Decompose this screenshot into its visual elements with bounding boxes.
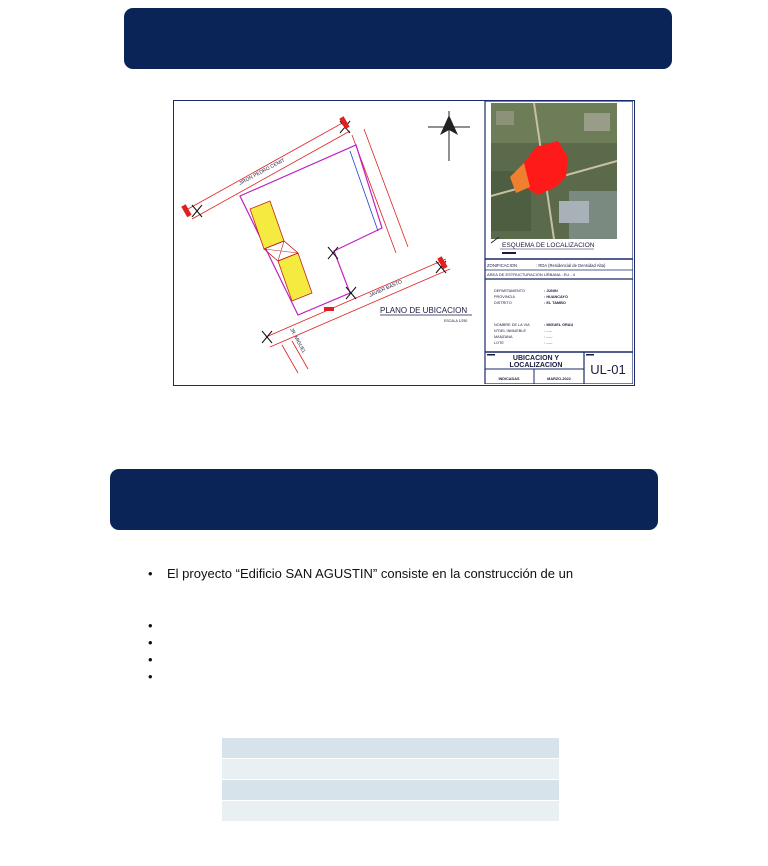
table-row bbox=[222, 738, 559, 759]
street-label-left: JR. MIGUEL bbox=[288, 327, 307, 355]
bullet-text: El proyecto “Edificio SAN AGUSTIN” consiste en la construcción de un bbox=[167, 566, 574, 581]
table-cell bbox=[391, 738, 560, 759]
table-cell bbox=[222, 801, 391, 822]
table-row bbox=[222, 759, 559, 780]
plan-svg bbox=[174, 101, 633, 384]
north-arrow-icon bbox=[428, 111, 470, 161]
street-label-top: JIRON PEDRO CEMIT bbox=[238, 157, 287, 187]
table-cell bbox=[391, 780, 560, 801]
zonificacion-label: ZONIFICACION bbox=[487, 263, 518, 268]
field-label: PROVINCIA bbox=[494, 295, 515, 299]
building-blocks bbox=[250, 201, 312, 301]
field-label: N°DEL INMUEBLE bbox=[494, 329, 526, 333]
field-value: : EL TAMBO bbox=[544, 301, 566, 305]
field-label: DISTRITO bbox=[494, 301, 512, 305]
table-cell bbox=[222, 780, 391, 801]
aerial-sketch bbox=[491, 103, 617, 239]
bullet-icon: • bbox=[148, 566, 153, 581]
plan-scale: ESCALA 1/250 bbox=[444, 319, 468, 323]
field-value: : HUANCAYO bbox=[544, 295, 568, 299]
field-value: : ----- bbox=[544, 341, 553, 345]
table-cell bbox=[222, 738, 391, 759]
field-label: LOTE bbox=[494, 341, 504, 345]
sheet-title-line1: UBICACION Y bbox=[512, 355, 560, 362]
zonificacion-value: : RDA (Residencial de Densidad Alta) bbox=[536, 263, 606, 268]
scale-value: INDICADAS bbox=[498, 377, 520, 381]
field-label: DEPARTAMENTO bbox=[494, 289, 525, 293]
empty-bullet: • bbox=[148, 618, 153, 633]
table-cell bbox=[391, 759, 560, 780]
sheet-code: UL-01 bbox=[590, 362, 626, 377]
table-row bbox=[222, 780, 559, 801]
area-line: AREA DE ESTRUCTURACION URBANA : EU - 4 bbox=[487, 272, 576, 277]
date-value: MARZO-2022 bbox=[547, 377, 571, 381]
section-header-banner bbox=[110, 469, 658, 530]
table-row bbox=[222, 801, 559, 822]
sheet-title-line2: LOCALIZACION bbox=[509, 362, 563, 369]
field-value: : ----- bbox=[544, 329, 553, 333]
empty-bullet: • bbox=[148, 669, 153, 684]
empty-bullet: • bbox=[148, 652, 153, 667]
field-value: : JUNIN bbox=[544, 289, 558, 293]
field-value: : MIGUEL GRAU bbox=[544, 323, 574, 327]
section-header-banner bbox=[124, 8, 672, 69]
field-value: : ----- bbox=[544, 335, 553, 339]
table-cell bbox=[222, 759, 391, 780]
location-plan-drawing bbox=[173, 100, 635, 386]
street-right bbox=[352, 129, 408, 253]
plan-title: PLANO DE UBICACION bbox=[380, 306, 468, 315]
field-label: MANZANA bbox=[494, 335, 513, 339]
sketch-title: ESQUEMA DE LOCALIZACION bbox=[502, 242, 595, 249]
table-cell bbox=[391, 801, 560, 822]
field-label: NOMBRE DE LA VIA bbox=[494, 323, 530, 327]
street-label-bottom: JAVIER BASTO bbox=[368, 278, 404, 299]
empty-bullet: • bbox=[148, 635, 153, 650]
data-table bbox=[222, 738, 559, 822]
